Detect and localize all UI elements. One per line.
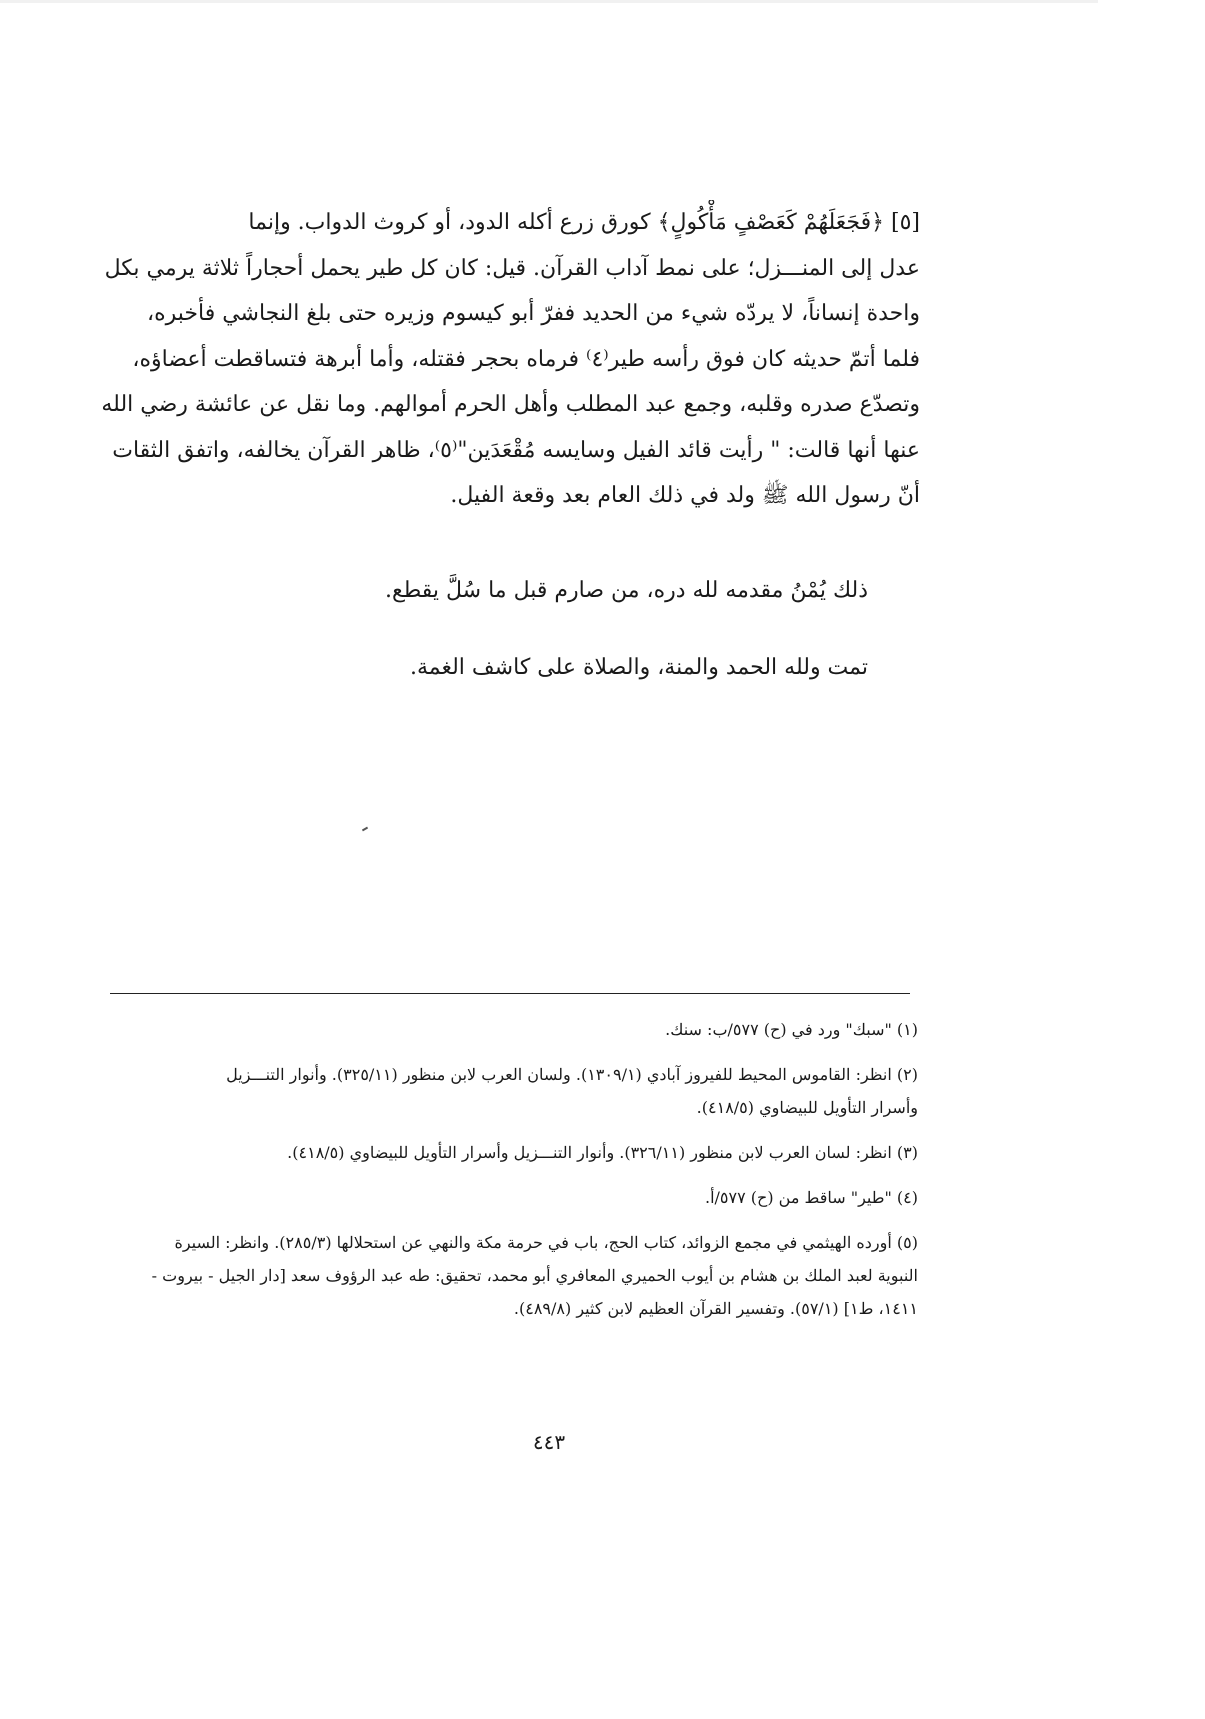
main-text-line: أنّ رسول الله ﷺ ولد في ذلك العام بعد وقعة الفيل.: [450, 483, 920, 508]
footnote-line: (٥) أورده الهيثمي في مجمع الزوائد، كتاب الحج، باب في حرمة مكة والنهي عن استحلالها (٢٨٥/٣). وانظر: السيرة: [174, 1233, 918, 1252]
main-text-line: فلما أتمّ حديثه كان فوق رأسه طير⁽٤⁾ فرماه بحجر فقتله، وأما أبرهة فتساقطت أعضاؤه،: [132, 346, 920, 372]
footnote-line: (٤) "طير" ساقط من (ح) ٥٧٧/أ.: [704, 1188, 918, 1207]
footnote-2: [110, 1058, 918, 1124]
footnote-line: النبوية لعبد الملك بن هشام بن أيوب الحميري المعافري أبو محمد، تحقيق: طه عبد الرؤوف سعد [دار الجيل - بيروت -: [151, 1266, 918, 1285]
scan-top-edge: [0, 0, 1098, 3]
footnote-line: وأسرار التأويل للبيضاوي (٤١٨/٥).: [696, 1098, 918, 1117]
footnote-5: [110, 1226, 918, 1325]
main-text-line: [٥] ﴿فَجَعَلَهُمْ كَعَصْفٍ مَأْكُولٍ﴾ كورق زرع أكله الدود، أو كروث الدواب. وإنما: [248, 210, 920, 235]
closing-line: تمت ولله الحمد والمنة، والصلاة على كاشف الغمة.: [409, 655, 868, 680]
footnote-separator: [110, 993, 910, 994]
footnote-3: [110, 1136, 918, 1169]
footnote-line: (٣) انظر: لسان العرب لابن منظور (٣٢٦/١١). وأنوار التنـــزيل وأسرار التأويل للبيضاوي (٤١٨/٥).: [287, 1143, 918, 1162]
main-text-line: عنها أنها قالت: " رأيت قائد الفيل وسايسه مُقْعَدَين"⁽٥⁾، ظاهر القرآن يخالفه، واتفق الثقات: [112, 437, 920, 463]
footnote-line: ١٤١١، ط١] (٥٧/١). وتفسير القرآن العظيم لابن كثير (٤٨٩/٨).: [513, 1299, 918, 1318]
main-text-line: عدل إلى المنـــزل؛ على نمط آداب القرآن. قيل: كان كل طير يحمل أحجاراً ثلاثة يرمي بكل: [104, 255, 920, 281]
verse-line: ذلك يُمْنُ مقدمه لله دره، من صارم قبل ما سُلَّ يقطع.: [385, 578, 868, 603]
footnote-line: (٢) انظر: القاموس المحيط للفيروز آبادي (١٣٠٩/١). ولسان العرب لابن منظور (٣٢٥/١١). وأنوار التنـــزيل: [226, 1065, 918, 1084]
scan-speck: [362, 827, 368, 832]
main-text-line: واحدة إنساناً، لا يردّه شيء من الحديد ففرّ أبو كيسوم وزيره حتى بلغ النجاشي فأخبره،: [146, 301, 920, 326]
main-text-line: وتصدّع صدره وقلبه، وجمع عبد المطلب وأهل الحرم أموالهم. وما نقل عن عائشة رضي الله: [101, 392, 920, 417]
footnote-1: [110, 1013, 918, 1046]
footnotes-block: [110, 1013, 918, 1337]
footnote-4: [110, 1181, 918, 1214]
footnote-line: (١) "سبك" ورد في (ح) ٥٧٧/ب: سنك.: [665, 1020, 918, 1039]
page-number: ٤٤٣: [532, 1430, 566, 1454]
main-text-block: [100, 200, 920, 519]
